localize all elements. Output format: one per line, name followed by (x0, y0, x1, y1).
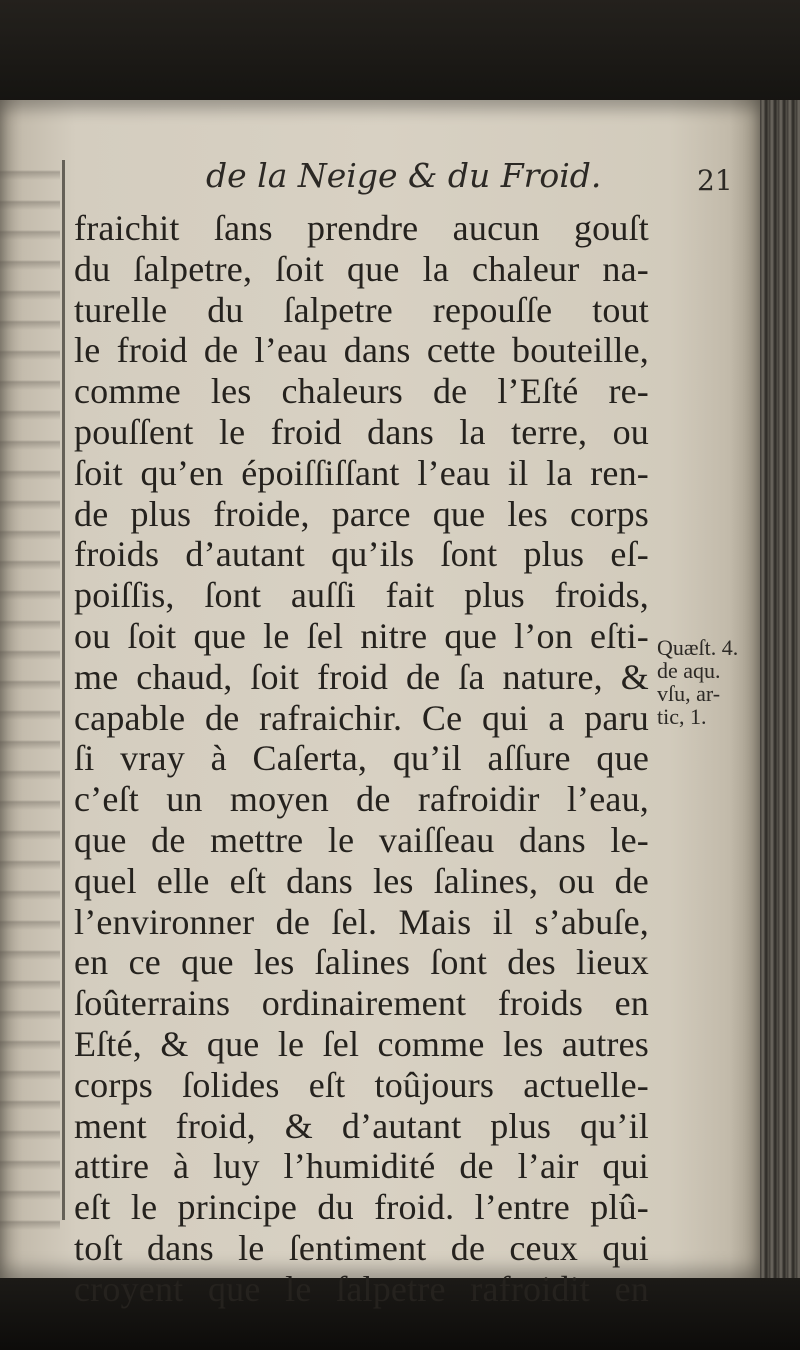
text-line: poiſſis, ſont auſſi fait plus froids, (74, 575, 649, 616)
text-line: me chaud, ſoit froid de ſa nature, & (74, 656, 649, 697)
text-line: turelle du ſalpetre repouſſe tout (74, 289, 649, 330)
text-line: ment froid, & d’autant plus qu’il (74, 1105, 649, 1146)
running-head: de la Neige & du Froid. (206, 156, 602, 195)
text-line: ſi vray à Caſerta, qu’il aſſure que (74, 738, 649, 779)
text-line: c’eſt un moyen de rafroidir l’eau, (74, 779, 649, 820)
text-line: toſt dans le ſentiment de ceux qui (74, 1227, 649, 1268)
marginal-note (657, 636, 757, 728)
page-number: 21 (697, 164, 733, 197)
text-line: ſoûterrains ordinairement froids en (74, 983, 649, 1024)
text-line: du ſalpetre, ſoit que la chaleur na- (74, 248, 649, 289)
text-line: fraichit ſans prendre aucun gouſt (74, 208, 649, 248)
text-line: Eſté, & que le ſel comme les autres (74, 1023, 649, 1064)
marginal-note-line: Quæſt. 4. (657, 635, 739, 660)
text-line: pouſſent le froid dans la terre, ou (74, 411, 649, 452)
text-line: quel elle eſt dans les ſalines, ou de (74, 860, 649, 901)
text-line: eſt le principe du froid. l’entre plû- (74, 1187, 649, 1228)
text-line: croyent que le ſalpetre rafroidit en (74, 1268, 649, 1309)
text-line: comme les chaleurs de l’Eſté re- (74, 371, 649, 412)
body-text (74, 208, 649, 1310)
page-stack-edge (760, 100, 800, 1278)
text-line: en ce que les ſalines ſont des lieux (74, 942, 649, 983)
text-line: capable de rafraichir. Ce qui a paru (74, 697, 649, 738)
text-line: le froid de l’eau dans cette bouteille, (74, 330, 649, 371)
text-line: de plus froide, parce que les corps (74, 493, 649, 534)
background-top (0, 0, 800, 110)
text-line: ſoit qu’en époiſſiſſant l’eau il la ren- (74, 452, 649, 493)
marginal-note-line: tic, 1. (657, 704, 707, 729)
marginal-note-line: vſu, ar- (657, 681, 721, 706)
gutter-marks (0, 150, 60, 1230)
binding-line (62, 160, 65, 1220)
text-line: que de mettre le vaiſſeau dans le- (74, 819, 649, 860)
text-line: l’environner de ſel. Mais il s’abuſe, (74, 901, 649, 942)
text-line: froids d’autant qu’ils ſont plus eſ- (74, 534, 649, 575)
text-line: ou ſoit que le ſel nitre que l’on eſti- (74, 615, 649, 656)
marginal-note-line: de aqu. (657, 658, 721, 683)
text-line: attire à luy l’humidité de l’air qui (74, 1146, 649, 1187)
text-line: corps ſolides eſt toûjours actuelle- (74, 1064, 649, 1105)
